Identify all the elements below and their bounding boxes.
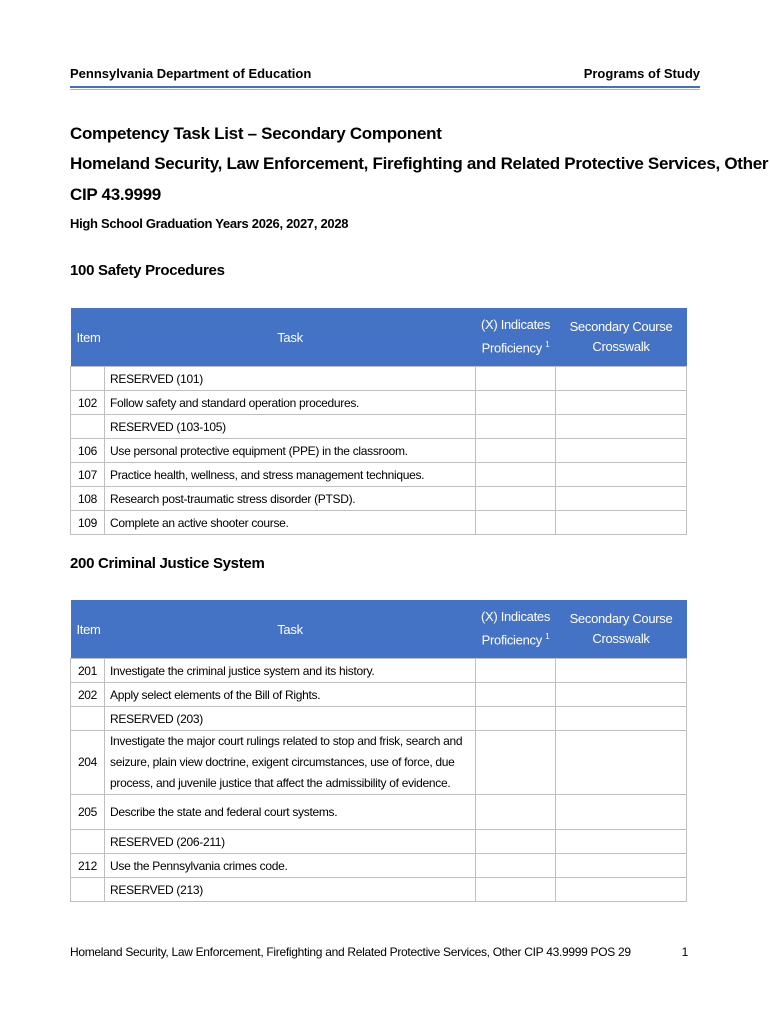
crosswalk-cell[interactable] xyxy=(556,391,687,415)
proficiency-cell[interactable] xyxy=(476,659,556,683)
crosswalk-cell[interactable] xyxy=(556,463,687,487)
proficiency-cell[interactable] xyxy=(476,854,556,878)
proficiency-cell[interactable] xyxy=(476,707,556,731)
item-number: 201 xyxy=(71,659,105,683)
doc-title: Competency Task List – Secondary Component xyxy=(70,124,442,143)
task-table-100 xyxy=(70,308,687,535)
task-text: Complete an active shooter course. xyxy=(105,511,476,535)
item-number xyxy=(71,707,105,731)
crosswalk-cell[interactable] xyxy=(556,439,687,463)
col-crosswalk: Secondary Course Crosswalk xyxy=(556,600,687,659)
table-row xyxy=(71,795,687,830)
col-crosswalk: Secondary Course Crosswalk xyxy=(556,308,687,367)
table-row xyxy=(71,854,687,878)
task-text: Research post-traumatic stress disorder (PTSD). xyxy=(105,487,476,511)
table-row xyxy=(71,707,687,731)
item-number xyxy=(71,367,105,391)
col-proficiency: (X) Indicates Proficiency $^1$ xyxy=(476,600,556,659)
proficiency-cell[interactable] xyxy=(476,487,556,511)
proficiency-cell[interactable] xyxy=(476,830,556,854)
item-number: 107 xyxy=(71,463,105,487)
crosswalk-cell[interactable] xyxy=(556,795,687,830)
task-text: RESERVED (103-105) xyxy=(105,415,476,439)
task-table-200 xyxy=(70,600,687,902)
task-text: Investigate the criminal justice system and its history. xyxy=(105,659,476,683)
table-row xyxy=(71,830,687,854)
task-text: Use personal protective equipment (PPE) in the classroom. xyxy=(105,439,476,463)
table-row xyxy=(71,659,687,683)
section-title-200: 200 Criminal Justice System xyxy=(70,555,265,572)
proficiency-cell[interactable] xyxy=(476,683,556,707)
proficiency-cell[interactable] xyxy=(476,391,556,415)
graduation-years: High School Graduation Years 2026, 2027, 2028 xyxy=(70,216,349,231)
col-task: Task xyxy=(105,600,476,659)
crosswalk-cell[interactable] xyxy=(556,878,687,902)
crosswalk-cell[interactable] xyxy=(556,683,687,707)
crosswalk-cell[interactable] xyxy=(556,854,687,878)
item-number: 108 xyxy=(71,487,105,511)
table-row xyxy=(71,415,687,439)
table-header-row xyxy=(71,600,687,659)
task-text: Follow safety and standard operation procedures. xyxy=(105,391,476,415)
table-row xyxy=(71,878,687,902)
table-row xyxy=(71,683,687,707)
proficiency-cell[interactable] xyxy=(476,795,556,830)
item-number xyxy=(71,878,105,902)
proficiency-cell[interactable] xyxy=(476,367,556,391)
header-doc-type: Programs of Study xyxy=(583,65,700,81)
header-rule-thin xyxy=(70,89,700,90)
table-row xyxy=(71,391,687,415)
section-title-100: 100 Safety Procedures xyxy=(70,262,225,279)
item-number xyxy=(71,830,105,854)
item-number: 204 xyxy=(71,731,105,795)
table-row xyxy=(71,731,687,795)
table-row xyxy=(71,367,687,391)
crosswalk-cell[interactable] xyxy=(556,367,687,391)
task-text: Use the Pennsylvania crimes code. xyxy=(105,854,476,878)
program-title: Homeland Security, Law Enforcement, Firefighting and Related Protective Services, Other xyxy=(70,154,769,173)
item-number: 212 xyxy=(71,854,105,878)
item-number: 106 xyxy=(71,439,105,463)
item-number xyxy=(71,415,105,439)
cip-code: CIP 43.9999 xyxy=(70,185,161,204)
crosswalk-cell[interactable] xyxy=(556,731,687,795)
crosswalk-cell[interactable] xyxy=(556,830,687,854)
proficiency-cell[interactable] xyxy=(476,439,556,463)
item-number: 205 xyxy=(71,795,105,830)
col-proficiency: (X) Indicates Proficiency $^1$ xyxy=(476,308,556,367)
col-item: Item xyxy=(71,600,105,659)
task-text: RESERVED (203) xyxy=(105,707,476,731)
item-number: 202 xyxy=(71,683,105,707)
item-number: 109 xyxy=(71,511,105,535)
task-text: RESERVED (213) xyxy=(105,878,476,902)
task-text: RESERVED (206-211) xyxy=(105,830,476,854)
header-org: Pennsylvania Department of Education xyxy=(70,65,312,81)
page-number: 1 xyxy=(681,945,688,959)
proficiency-cell[interactable] xyxy=(476,511,556,535)
col-item: Item xyxy=(71,308,105,367)
proficiency-cell[interactable] xyxy=(476,731,556,795)
page-header xyxy=(70,62,700,84)
table-row xyxy=(71,439,687,463)
crosswalk-cell[interactable] xyxy=(556,415,687,439)
crosswalk-cell[interactable] xyxy=(556,707,687,731)
crosswalk-cell[interactable] xyxy=(556,511,687,535)
crosswalk-cell[interactable] xyxy=(556,487,687,511)
col-task: Task xyxy=(105,308,476,367)
table-row xyxy=(71,463,687,487)
table-header-row xyxy=(71,308,687,367)
task-text: Apply select elements of the Bill of Rights. xyxy=(105,683,476,707)
table-row xyxy=(71,511,687,535)
proficiency-cell[interactable] xyxy=(476,415,556,439)
task-text: Describe the state and federal court systems. xyxy=(105,795,476,830)
header-rule xyxy=(70,86,700,88)
proficiency-cell[interactable] xyxy=(476,878,556,902)
task-text: RESERVED (101) xyxy=(105,367,476,391)
proficiency-cell[interactable] xyxy=(476,463,556,487)
task-text: Practice health, wellness, and stress management techniques. xyxy=(105,463,476,487)
table-row xyxy=(71,487,687,511)
footer-text: Homeland Security, Law Enforcement, Firefighting and Related Protective Services, Other CIP 43.9999 POS 29 xyxy=(70,945,631,959)
item-number: 102 xyxy=(71,391,105,415)
page-footer xyxy=(70,945,688,959)
task-text: Investigate the major court rulings related to stop and frisk, search and seizure, plain view doctrine, exigent circumstances, use of force, due process, and juvenile justice that affect the admissibility of evidence. xyxy=(105,731,476,795)
crosswalk-cell[interactable] xyxy=(556,659,687,683)
